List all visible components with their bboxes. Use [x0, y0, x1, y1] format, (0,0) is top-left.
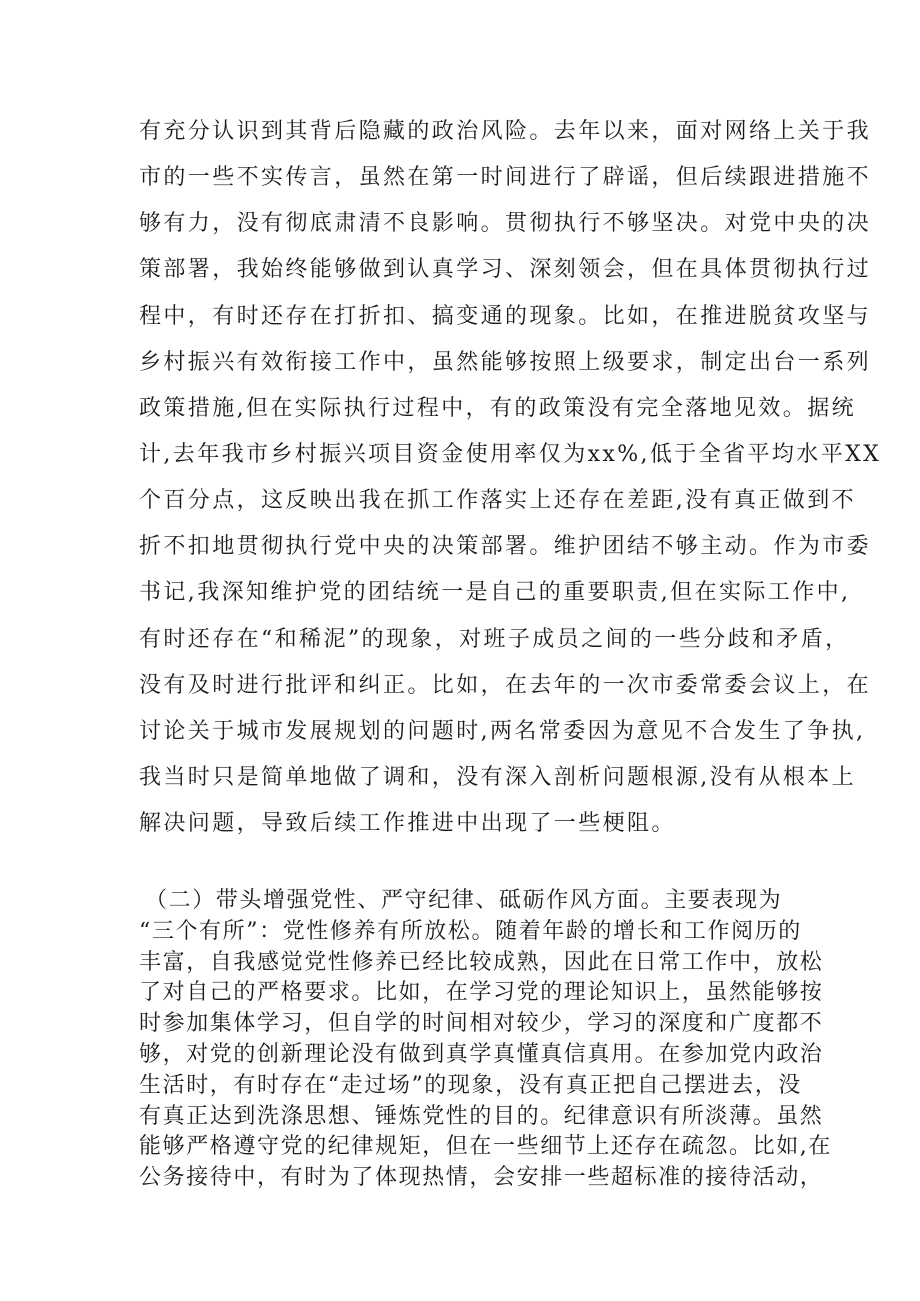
text-line: 丰富，自我感觉党性修养已经比较成熟，因此在日常工作中，放松 [139, 949, 824, 975]
text-line: 政策措施,但在实际执行过程中，有的政策没有完全落地见效。据统 [139, 395, 856, 421]
text-line: 没有及时进行批评和纠正。比如，在去年的一次市委常委会议上，在 [139, 672, 872, 698]
section-heading-line: （二）带头增强党性、严守纪律、砥砺作风方面。主要表现为 [145, 888, 783, 913]
text-line: 有时还存在“和稀泥”的现象，对班子成员之间的一些分歧和矛盾， [139, 626, 850, 652]
text-line: 够，对党的创新理论没有做到真学真懂真信真用。在参加党内政治 [139, 1041, 824, 1067]
text-line: 有真正达到洗涤思想、锤炼党性的目的。纪律意识有所淡薄。虽然 [139, 1103, 824, 1129]
text-line: 讨论关于城市发展规划的问题时,两名常委因为意见不合发生了争执, [139, 718, 866, 744]
text-line: 生活时，有时存在“走过场”的现象，没有真正把自己摆进去，没 [139, 1072, 802, 1098]
paragraph-2 [139, 886, 832, 1194]
text-line: 策部署，我始终能够做到认真学习、深刻领会，但在具体贯彻执行过 [139, 257, 872, 283]
text-line: 时参加集体学习，但自学的时间相对较少，学习的深度和广度都不 [139, 1011, 824, 1037]
paragraph-1 [139, 114, 882, 852]
text-line: 公务接待中，有时为了体现热情，会安排一些超标准的接待活动， [139, 1165, 824, 1191]
text-line: 折不扣地贯彻执行党中央的决策部署。维护团结不够主动。作为市委 [139, 534, 872, 560]
text-line: 解决问题，导致后续工作推进中出现了一些梗阻。 [139, 811, 676, 837]
text-line: “三个有所”：党性修养有所放松。随着年龄的增长和工作阅历的 [139, 918, 802, 944]
text-line: 计,去年我市乡村振兴项目资金使用率仅为xx%,低于全省平均水平XX [139, 441, 882, 467]
text-line: 能够严格遵守党的纪律规矩，但在一些细节上还存在疏忽。比如,在 [139, 1134, 832, 1160]
text-line: 市的一些不实传言，虽然在第一时间进行了辟谣，但后续跟进措施不 [139, 165, 872, 191]
text-line: 够有力，没有彻底肃清不良影响。贯彻执行不够坚决。对党中央的决 [139, 211, 872, 237]
text-line: 程中，有时还存在打折扣、搞变通的现象。比如，在推进脱贫攻坚与 [139, 303, 872, 329]
text-line: 乡村振兴有效衔接工作中，虽然能够按照上级要求，制定出台一系列 [139, 349, 872, 375]
text-line: 我当时只是简单地做了调和，没有深入剖析问题根源,没有从根本上 [139, 764, 856, 790]
text-line: 书记,我深知维护党的团结统一是自己的重要职责,但在实际工作中, [139, 580, 851, 606]
text-line: 个百分点，这反映出我在抓工作落实上还存在差距,没有真正做到不 [139, 488, 856, 514]
text-line: 有充分认识到其背后隐藏的政治风险。去年以来，面对网络上关于我 [139, 119, 872, 144]
text-line: 了对自己的严格要求。比如，在学习党的理论知识上，虽然能够按 [139, 980, 824, 1006]
